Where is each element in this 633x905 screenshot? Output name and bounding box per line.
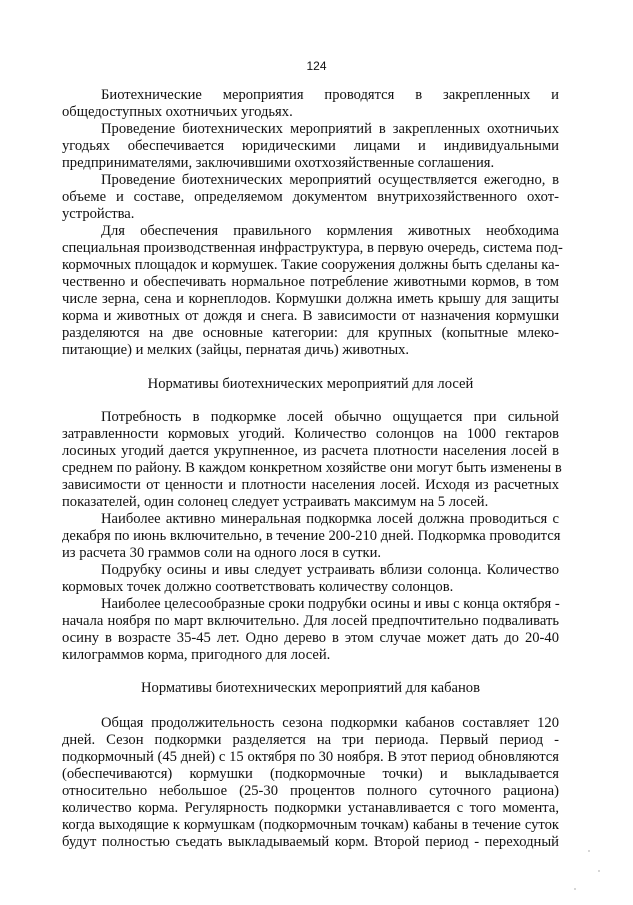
- text-line: кормовых точек должно соответствовать количеству солонцов.: [62, 579, 454, 595]
- text-line: питающие) и мелких (зайцы, пернатая дичь) животных.: [62, 342, 410, 358]
- text-line: специальная производственная инфраструктура, в первую очередь, система под-: [62, 240, 563, 256]
- text-line: килограммов корма, пригодного для лосей.: [62, 647, 331, 663]
- text-line: корма и животных от дождя и снега. В зависимости от назначения кормушки: [62, 308, 559, 324]
- text-line: лосиных угодий дается укрупненное, из расчета плотности населения лосей в: [62, 443, 559, 459]
- text-line: числе зерна, сена и корнеплодов. Кормушки должна иметь крышу для защиты: [62, 291, 559, 307]
- text-line: Биотехнические мероприятия проводятся в закрепленных и: [101, 87, 559, 103]
- text-line: Подрубку осины и ивы следует устраивать вблизи солонца. Количество: [101, 562, 559, 578]
- text-line: Наиболее целесообразные сроки подрубки осины и ивы с конца октября -: [101, 596, 560, 612]
- text-line: Проведение биотехнических мероприятий в закрепленных охотничьих: [101, 121, 559, 137]
- text-line: из расчета 30 граммов соли на одного лося в сутки.: [62, 545, 382, 561]
- text-line: будут полностью съедать выкладываемый корм. Второй период - переходный: [62, 834, 559, 850]
- text-line: разделяются на две основные категории: для крупных (копытные млеко-: [62, 325, 559, 341]
- text-line: начала ноября по март включительно. Для лосей предпочтительно подваливать: [62, 613, 559, 629]
- scan-speck: [598, 870, 600, 872]
- text-line: Наиболее активно минеральная подкормка лосей должна проводиться с: [101, 511, 559, 527]
- text-line: общедоступных охотничьих угодьях.: [62, 104, 293, 120]
- text-line: Проведение биотехнических мероприятий осуществляется ежегодно, в: [101, 172, 559, 188]
- scan-speck: [574, 888, 576, 890]
- text-line: декабря по июнь включительно, в течение 200-210 дней. Подкормка проводится: [62, 528, 561, 544]
- text-line: показателей, один солонец следует устраивать максимум на 5 лосей.: [62, 494, 489, 510]
- scan-speck: [588, 850, 590, 852]
- text-line: подкормочный (45 дней) с 15 октября по 30 ноября. В этот период обновляются: [62, 749, 559, 765]
- text-line: угодьях обеспечивается юридическими лицами и индивидуальными: [62, 138, 559, 154]
- text-line: Для обеспечения правильного кормления животных необходима: [101, 223, 559, 239]
- section-heading-boars: Нормативы биотехнических мероприятий для кабанов: [141, 680, 480, 696]
- text-line: предпринимателями, заключившими охотхозяйственные соглашения.: [62, 155, 495, 171]
- text-line: устройства.: [62, 206, 135, 222]
- text-line: Потребность в подкормке лосей обычно ощущается при сильной: [101, 409, 559, 425]
- text-line: (обеспечиваются) кормушки (подкормочные точки) и выкладывается: [62, 766, 559, 782]
- text-line: дней. Сезон подкормки разделяется на три периода. Первый период -: [62, 732, 559, 748]
- text-line: относительно небольшое (25-30 процентов полного суточного рациона): [62, 783, 559, 799]
- text-line: кормочных площадок и кормушек. Такие сооружения должны быть сделаны ка-: [62, 257, 560, 273]
- text-line: зависимости от ценности и плотности населения лосей. Исходя из расчетных: [62, 477, 559, 493]
- text-line: чественно и обеспечивать нормальное потребление животными кормов, в том: [62, 274, 559, 290]
- text-line: осину в возрасте 35-45 лет. Одно дерево в этом случае может дать до 20-40: [62, 630, 559, 646]
- section-heading-moose: Нормативы биотехнических мероприятий для лосей: [147, 376, 474, 392]
- text-line: объеме и составе, определяемом документом внутрихозяйственного охот-: [62, 189, 559, 205]
- text-line: количество корма. Регулярность подкормки устанавливается с того момента,: [62, 800, 559, 816]
- text-line: затравленности кормовых угодий. Количество солонцов на 1000 гектаров: [62, 426, 559, 442]
- text-line: среднем по району. В каждом конкретном хозяйстве они могут быть изменены в: [62, 460, 562, 476]
- page-number: 124: [306, 59, 327, 73]
- text-line: Общая продолжительность сезона подкормки кабанов составляет 120: [101, 715, 559, 731]
- text-line: когда выходящие к кормушкам (подкормочным точкам) кабаны в течение суток: [62, 817, 559, 833]
